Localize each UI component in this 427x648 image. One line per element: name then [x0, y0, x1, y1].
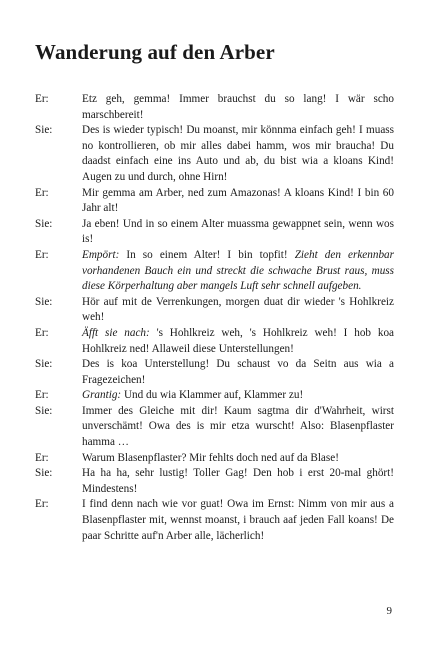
dialogue-entry — [35, 217, 394, 248]
dialogue-line — [82, 295, 394, 326]
dialogue-body — [35, 92, 394, 544]
spoken-text: Mir gemma am Arber, ned zum Amazonas! A kloans Kind! I bin 60 Jahr alt! — [82, 186, 394, 215]
dialogue-entry — [35, 248, 394, 295]
dialogue-line — [82, 92, 394, 123]
dialogue-line — [82, 451, 394, 467]
dialogue-entry — [35, 186, 394, 217]
page-title: Wanderung auf den Arber — [35, 40, 275, 64]
stage-direction: Zieht den erkennbar vorhandenen Bauch ein und streckt die schwache Brust raus, muss diese Körperhaltung aber mangels Luft sehr schnell aufgeben. — [82, 248, 394, 293]
dialogue-line — [82, 217, 394, 248]
spoken-text: Des is wieder typisch! Du moanst, mir könnma einfach geh! I muass no kontrollieren, ob mir alles dabei hamm, wos mir braucha! Du daadst einfach eine ins Auto und ab, du bist wia a kloans Kind! Augen zu und durch, ohne Hirn! — [82, 124, 394, 183]
spoken-text: Immer des Gleiche mit dir! Kaum sagtma dir d'Wahrheit, wirst unverschämt! Owa des is mir etza wurscht! Also: Blasenpflaster hamma … — [82, 404, 394, 449]
spoken-text: Des is koa Unterstellung! Du schaust vo da Seitn aus wia a Fragezeichen! — [82, 358, 394, 386]
spoken-text: I find denn nach wie vor guat! Owa im Ernst: Nimm von mir aus a Blasenpflaster mit, wennst moanst, i brauch aaf jeden Fall koans! De paar Schritte auf'n Arber alle, lächerlich! — [82, 498, 394, 542]
speaker-label: Er: — [35, 248, 49, 261]
spoken-text: Warum Blasenpflaster? Mir fehlts doch ned auf da Blase! — [82, 451, 339, 464]
dialogue-entry — [35, 123, 394, 185]
speaker-label: Sie: — [35, 467, 53, 480]
dialogue-entry — [35, 326, 394, 357]
dialogue-entry — [35, 92, 394, 123]
speaker-label: Er: — [35, 498, 49, 511]
dialogue-line — [82, 388, 394, 404]
speaker-label: Sie: — [35, 358, 53, 371]
dialogue-line — [82, 404, 394, 451]
dialogue-line — [82, 248, 394, 295]
stage-direction: Empört: — [82, 248, 127, 261]
dialogue-entry — [35, 295, 394, 326]
spoken-text: Und du wia Klammer auf, Klammer zu! — [123, 389, 304, 402]
dialogue-entry — [35, 357, 394, 388]
speaker-label: Er: — [35, 186, 49, 199]
stage-direction: Grantig: — [82, 389, 124, 402]
stage-direction: Äfft sie nach: — [82, 326, 157, 339]
dialogue-line — [82, 357, 394, 388]
spoken-text: 's Hohlkreiz weh, 's Hohlkreiz weh! I hob koa Hohlkreiz ned! Allaweil diese Unterstellungen! — [82, 326, 394, 355]
speaker-label: Sie: — [35, 295, 53, 308]
spoken-text: In so einem Alter! I bin topfit! — [126, 248, 295, 261]
dialogue-line — [82, 326, 394, 357]
dialogue-line — [82, 123, 394, 185]
speaker-label: Er: — [35, 451, 49, 464]
speaker-label: Er: — [35, 93, 49, 105]
spoken-text: Hör auf mit de Verrenkungen, morgen duat dir wieder 's Hohlkreiz weh! — [82, 295, 394, 324]
spoken-text: Ja eben! Und in so einem Alter muassma gewappnet sein, wenn wos is! — [82, 217, 394, 246]
dialogue-line — [82, 186, 394, 217]
speaker-label: Sie: — [35, 404, 53, 417]
speaker-label: Sie: — [35, 124, 53, 137]
spoken-text: Ha ha ha, sehr lustig! Toller Gag! Den hob i erst 20-mal ghört! Mindestens! — [82, 467, 394, 495]
dialogue-line — [82, 497, 394, 544]
dialogue-entry — [35, 404, 394, 451]
dialogue-line — [82, 466, 394, 497]
dialogue-entry — [35, 451, 394, 467]
speaker-label: Er: — [35, 389, 49, 402]
dialogue-entry — [35, 497, 394, 544]
speaker-label: Er: — [35, 326, 49, 339]
page-number: 9 — [386, 605, 392, 617]
dialogue-entry — [35, 388, 394, 404]
dialogue-entry — [35, 466, 394, 497]
speaker-label: Sie: — [35, 217, 53, 230]
spoken-text: Etz geh, gemma! Immer brauchst du so lang! I wär scho marschbereit! — [82, 93, 394, 121]
